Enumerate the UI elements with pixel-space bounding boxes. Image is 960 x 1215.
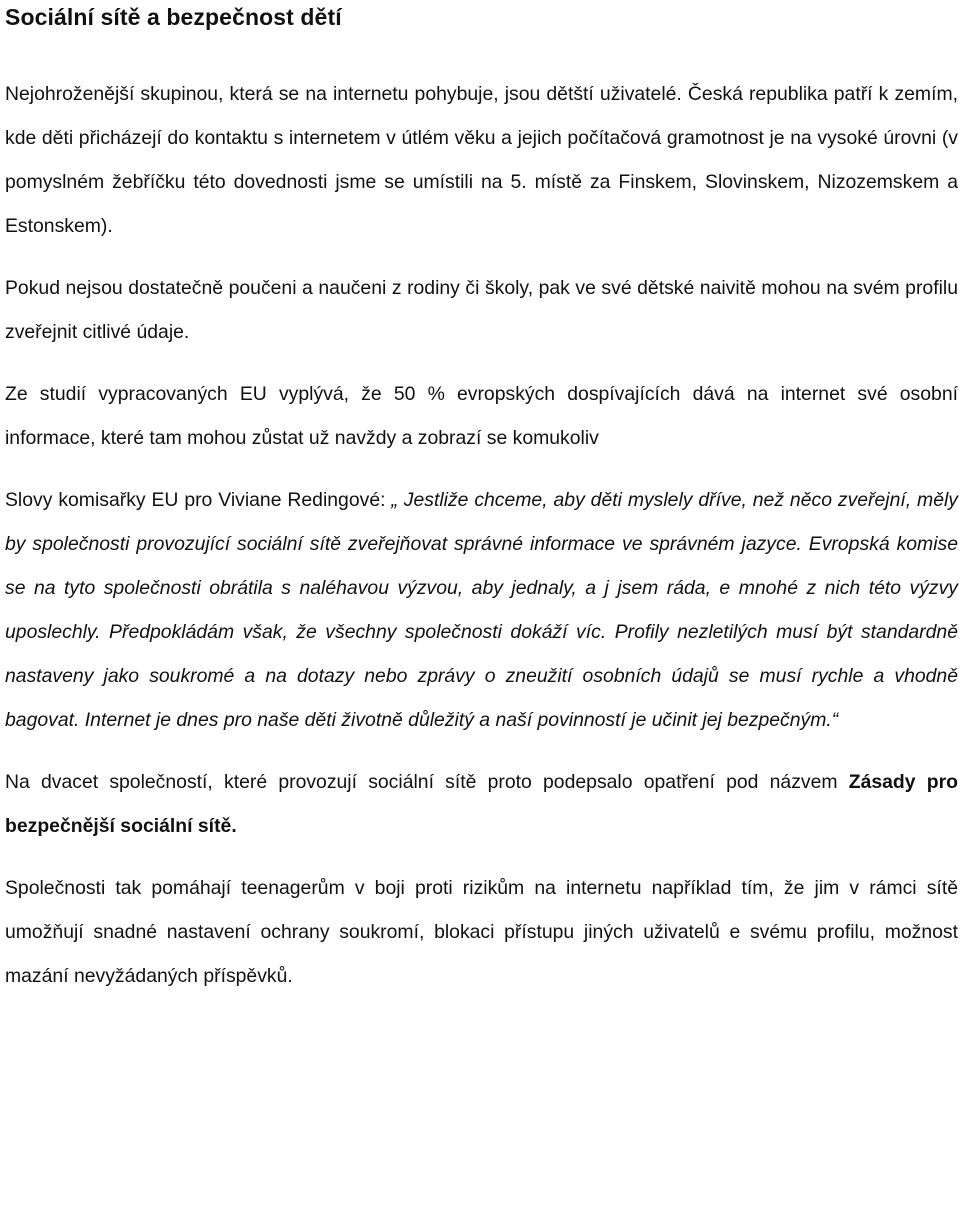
paragraph-commissioner-quote: [5, 478, 958, 742]
quote-text: „ Jestliže chceme, aby děti myslely dříve, než něco zveřejní, měly by společnosti provozující sociální sítě zveřejňovat správné informace ve správném jazyce. Evropská komise se na tyto společnosti obrátila s naléhavou výzvou, aby jednaly, a j jsem ráda, e mnohé z nich této výzvy uposlechly. Předpokládám však, že všechny společnosti dokáží víc. Profily nezletilých musí být standardně nastaveny jako soukromé a na dotazy nebo zprávy o zneužití osobních údajů se musí rychle a vhodně bagovat. Internet je dnes pro naše děti životně důležitý a naší povinností je učinit jej bezpečným.“: [5, 489, 959, 731]
paragraph-company-measures: Společnosti tak pomáhají teenagerům v boji proti rizikům na internetu například tím, že jim v rámci sítě umožňují snadné nastavení ochrany soukromí, blokaci přístupu jiných uživatelů e svému profilu, možnost mazání nevyžádaných příspěvků.: [5, 877, 958, 987]
paragraph-agreement: [5, 760, 958, 848]
quote-intro: Slovy komisařky EU pro Viviane Redingové:: [5, 489, 392, 511]
agreement-intro: Na dvacet společností, které provozují sociální sítě proto podepsalo opatření pod názvem: [5, 771, 849, 793]
document-title: Sociální sítě a bezpečnost dětí: [5, 4, 342, 30]
agreement-name: Zásady pro bezpečnější sociální sítě.: [5, 771, 958, 837]
paragraph-intro: Nejohroženější skupinou, která se na internetu pohybuje, jsou dětští uživatelé. Česká republika patří k zemím, kde děti přicházejí do kontaktu s internetem v útlém věku a jejich počítačová gramotnost je na vysoké úrovni (v pomyslném žebříčku této dovednosti jsme se umístili na 5. místě za Finskem, Slovinskem, Nizozemskem a Estonskem).: [5, 83, 958, 237]
document-page: [5, 0, 958, 998]
paragraph-awareness: Pokud nejsou dostatečně poučeni a naučeni z rodiny či školy, pak ve své dětské naivitě mohou na svém profilu zveřejnit citlivé údaje.: [5, 277, 958, 343]
paragraph-eu-studies: Ze studií vypracovaných EU vyplývá, že 50 % evropských dospívajících dává na internet své osobní informace, které tam mohou zůstat už navždy a zobrazí se komukoliv: [5, 383, 958, 449]
